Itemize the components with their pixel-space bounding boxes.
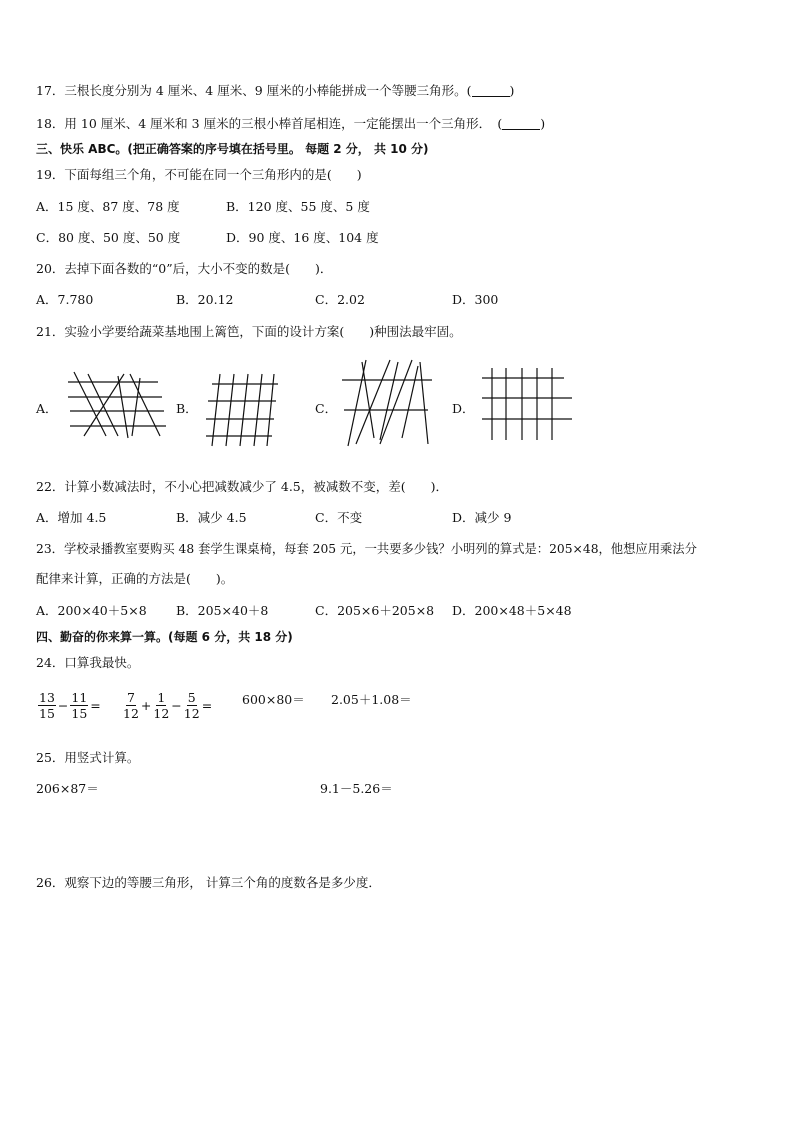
fence-diagram-c (340, 358, 436, 450)
fence-post (118, 376, 128, 438)
fence-post (267, 374, 274, 446)
q20-option-b[interactable]: B．20.12 (176, 292, 234, 307)
fence-diagram-b (204, 372, 284, 448)
q19-option-a[interactable]: A．15 度、87 度、78 度 (36, 199, 180, 214)
question-24: 24．口算我最快。 (36, 655, 140, 670)
q22-option-b[interactable]: B．减少 4.5 (176, 510, 247, 525)
q21-option-d[interactable]: D． (452, 401, 475, 416)
q19-option-d[interactable]: D．90 度、16 度、104 度 (226, 230, 379, 245)
fence-post (402, 366, 418, 438)
q22-option-a[interactable]: A．增加 4.5 (36, 510, 107, 525)
fence-post (226, 374, 234, 446)
question-19: 19．下面每组三个角，不可能在同一个三角形内的是( ) (36, 167, 362, 182)
question-23-cont: 配律来计算，正确的方法是( )。 (36, 571, 234, 586)
q21-option-a[interactable]: A． (36, 401, 58, 416)
expr-multiply: 600×80＝ (242, 692, 305, 707)
q22-option-c[interactable]: C．不变 (315, 510, 363, 525)
q21-option-b[interactable]: B． (176, 401, 198, 416)
q20-option-d[interactable]: D．300 (452, 292, 499, 307)
fraction: $\frac{13}{15}$ (39, 690, 55, 721)
fraction: $\frac{11}{15}$ (71, 690, 88, 721)
question-17: 17．三根长度分别为 4 厘米、4 厘米、9 厘米的小棒能拼成一个等腰三角形。( ) (36, 83, 515, 98)
fence-diagram-d (480, 364, 576, 444)
fence-post (254, 374, 262, 446)
question-26: 26．观察下边的等腰三角形， 计算三个角的度数各是多少度． (36, 875, 381, 890)
question-23: 23．学校录播教室要购买 48 套学生课桌椅，每套 205 元，一共要多少钱？小明列的算式是：205×48，他想应用乘法分 (36, 542, 697, 556)
q23-option-a[interactable]: A．200×40＋5×8 (36, 603, 147, 618)
q19-option-b[interactable]: B．120 度、55 度、5 度 (226, 199, 370, 214)
question-22: 22．计算小数减法时，不小心把减数减少了 4.5，被减数不变，差( )． (36, 479, 449, 494)
section-4-heading: 四、勤奋的你来算一算。(每题 6 分，共 18 分) (36, 630, 293, 644)
q20-option-a[interactable]: A．7.780 (36, 292, 94, 307)
vertical-calc-2: 9.1－5.26＝ (320, 781, 393, 796)
fence-post (240, 374, 248, 446)
fraction: $\frac{7}{12}$ (123, 690, 139, 721)
q23-option-c[interactable]: C．205×6＋205×8 (315, 603, 435, 618)
fence-post (212, 374, 220, 446)
question-18: 18．用 10 厘米、4 厘米和 3 厘米的三根小棒首尾相连，一定能摆出一个三角形． ( ) (36, 116, 546, 131)
question-21: 21．实验小学要给蔬菜基地围上篱笆，下面的设计方案( )种围法最牢固。 (36, 324, 462, 339)
fraction: $\frac{5}{12}$ (183, 690, 200, 721)
fence-post (130, 374, 160, 436)
expr-fraction-2: $\frac{7}{12}$ + $\frac{1}{12}$ − $\frac{5}{12}$ = (123, 690, 213, 721)
fence-post (380, 362, 398, 440)
q23-option-b[interactable]: B．205×40＋8 (176, 603, 269, 618)
fence-post (362, 362, 374, 438)
fence-diagram-a (66, 370, 170, 440)
fence-post (420, 362, 428, 444)
q23-option-d[interactable]: D．200×48＋5×48 (452, 603, 572, 618)
q19-option-c[interactable]: C．80 度、50 度、50 度 (36, 230, 181, 245)
fence-post (88, 374, 118, 436)
section-3-heading: 三、快乐 ABC。(把正确答案的序号填在括号里。 每题 2 分， 共 10 分) (36, 142, 429, 156)
expr-add-decimal: 2.05＋1.08＝ (331, 692, 412, 707)
answer-blank[interactable] (502, 117, 540, 130)
question-25: 25．用竖式计算。 (36, 750, 140, 765)
q22-option-d[interactable]: D．减少 9 (452, 510, 512, 525)
expr-fraction-1: $\frac{13}{15}$ − $\frac{11}{15}$ = (39, 690, 101, 721)
q20-option-c[interactable]: C．2.02 (315, 292, 365, 307)
q21-option-c[interactable]: C． (315, 401, 338, 416)
answer-blank[interactable] (472, 84, 510, 97)
vertical-calc-1: 206×87＝ (36, 781, 99, 796)
fraction: $\frac{1}{12}$ (153, 690, 170, 721)
question-20: 20．去掉下面各数的“0”后，大小不变的数是( )． (36, 261, 333, 276)
